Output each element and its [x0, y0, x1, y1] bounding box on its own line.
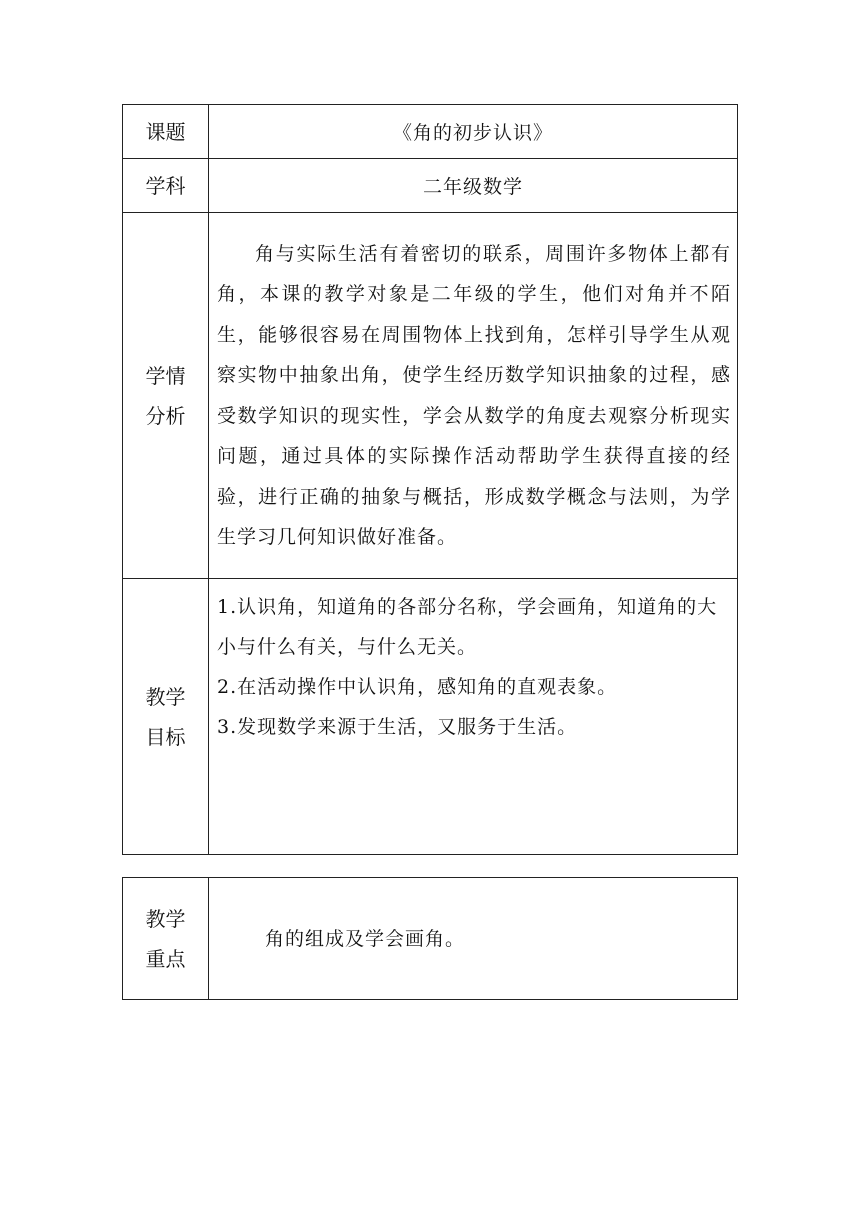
goal-item-1: 1.认识角，知道角的各部分名称，学会画角，知道角的大小与什么有关，与什么无关。 [217, 596, 718, 658]
row-key-point [123, 878, 738, 1000]
subject-label: 学科 [123, 159, 209, 213]
row-analysis [123, 213, 738, 579]
topic-value: 《角的初步认识》 [209, 105, 738, 159]
subject-value: 二年级数学 [209, 159, 738, 213]
analysis-cell [209, 213, 738, 579]
key-point-label [123, 878, 209, 1000]
row-topic [123, 105, 738, 159]
key-point-label-line1: 教学 [145, 906, 186, 931]
analysis-label [123, 213, 209, 579]
goals-cell [209, 579, 738, 855]
key-point-label-line2: 重点 [145, 946, 186, 971]
goals-label-line1: 教学 [145, 684, 186, 709]
analysis-label-line2: 分析 [145, 403, 186, 428]
topic-label: 课题 [123, 105, 209, 159]
lesson-plan-table [122, 104, 738, 855]
key-point-cell [209, 878, 738, 1000]
key-point-table [122, 877, 738, 1000]
goal-item-2: 2.在活动操作中认识角，感知角的直观表象。 [217, 676, 618, 698]
goal-item-3: 3.发现数学来源于生活，又服务于生活。 [217, 716, 578, 738]
analysis-text: 角与实际生活有着密切的联系，周围许多物体上都有角，本课的教学对象是二年级的学生，他们对角并不陌生，能够很容易在周围物体上找到角，怎样引导学生从观察实物中抽象出角，使学生经历数学知识抽象的过程，感受数学知识的现实性，学会从数学的角度去观察分析现实问题，通过具体的实际操作活动帮助学生获得直接的经验，进行正确的抽象与概括，形成数学概念与法则，为学生学习几何知识做好准备。 [217, 242, 731, 548]
goals-label-line2: 目标 [145, 724, 186, 749]
goals-list [209, 579, 737, 747]
goals-label [123, 579, 209, 855]
key-point-text: 角的组成及学会画角。 [265, 927, 466, 950]
analysis-label-line1: 学情 [145, 363, 186, 388]
row-subject [123, 159, 738, 213]
row-goals [123, 579, 738, 855]
